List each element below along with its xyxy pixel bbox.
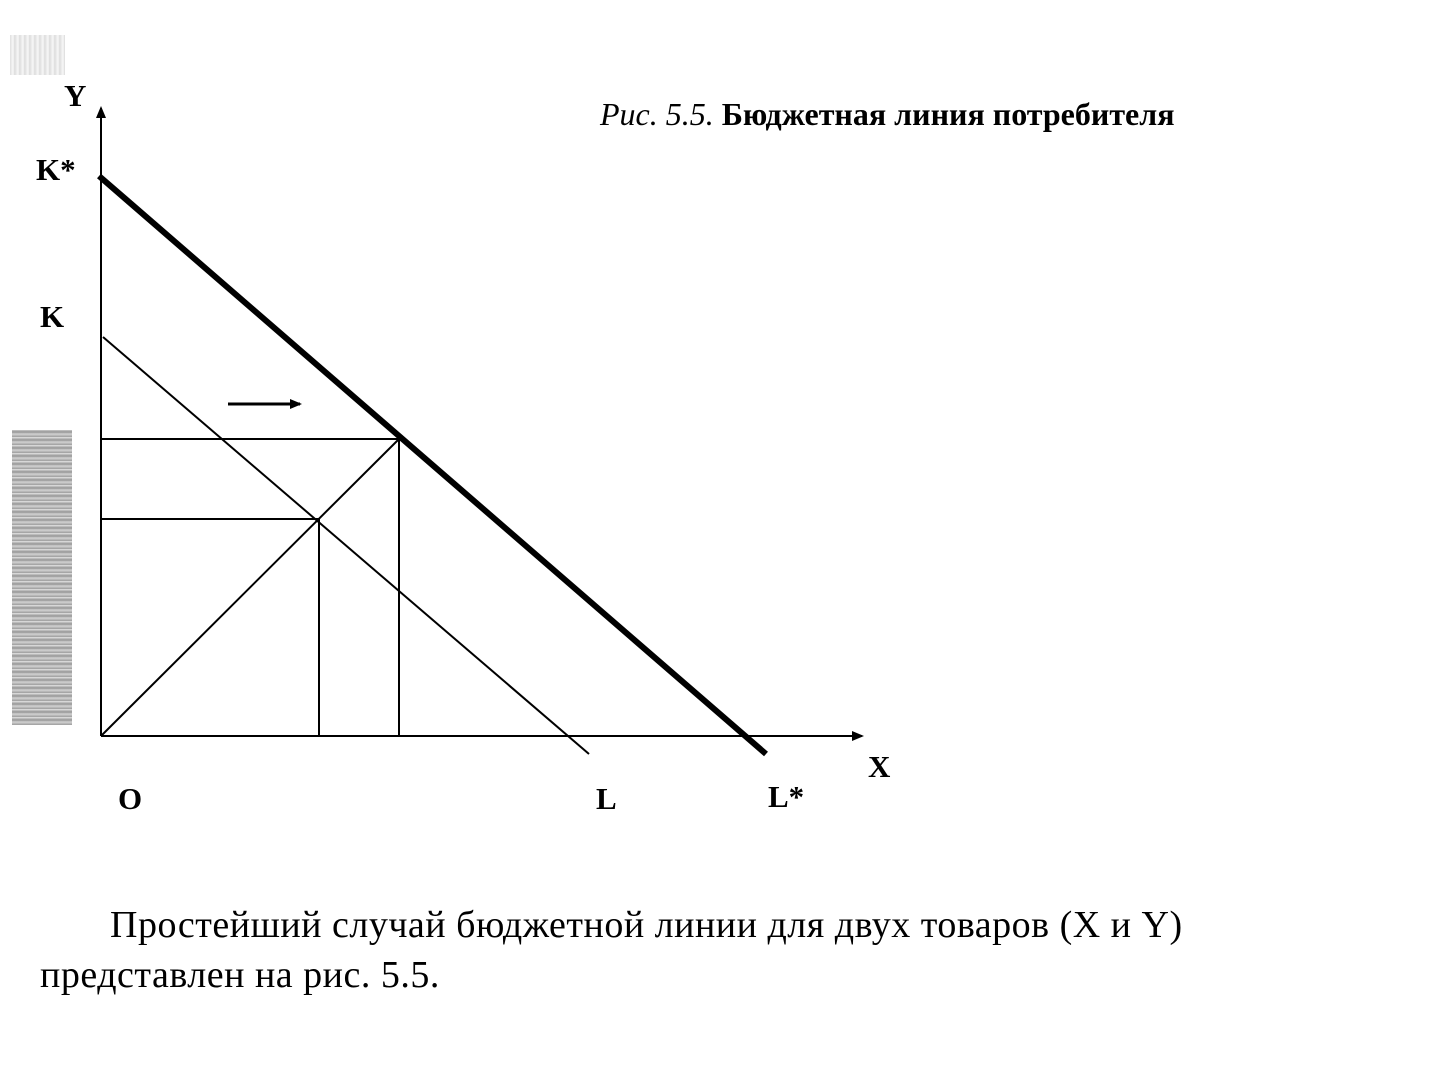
body-paragraph: Простейший случай бюджетной линии для двух товаров (X и Y) представлен на рис. 5.5. (40, 904, 1183, 996)
k-star-label: K* (36, 152, 76, 187)
caption-prefix: Рис. (600, 96, 658, 132)
caption-title: Бюджетная линия потребителя (721, 96, 1175, 132)
origin-label: O (118, 781, 143, 816)
l-label: L (596, 781, 617, 816)
y-axis-label: Y (64, 78, 87, 113)
budget-line-original (103, 337, 589, 754)
k-label: K (40, 299, 65, 334)
caption-number: 5.5. (665, 96, 714, 132)
budget-line-new (99, 176, 766, 754)
x-axis-label: X (868, 749, 891, 784)
figure-caption (600, 96, 1175, 133)
l-star-label: L* (768, 779, 805, 814)
expansion-ray (101, 439, 399, 736)
